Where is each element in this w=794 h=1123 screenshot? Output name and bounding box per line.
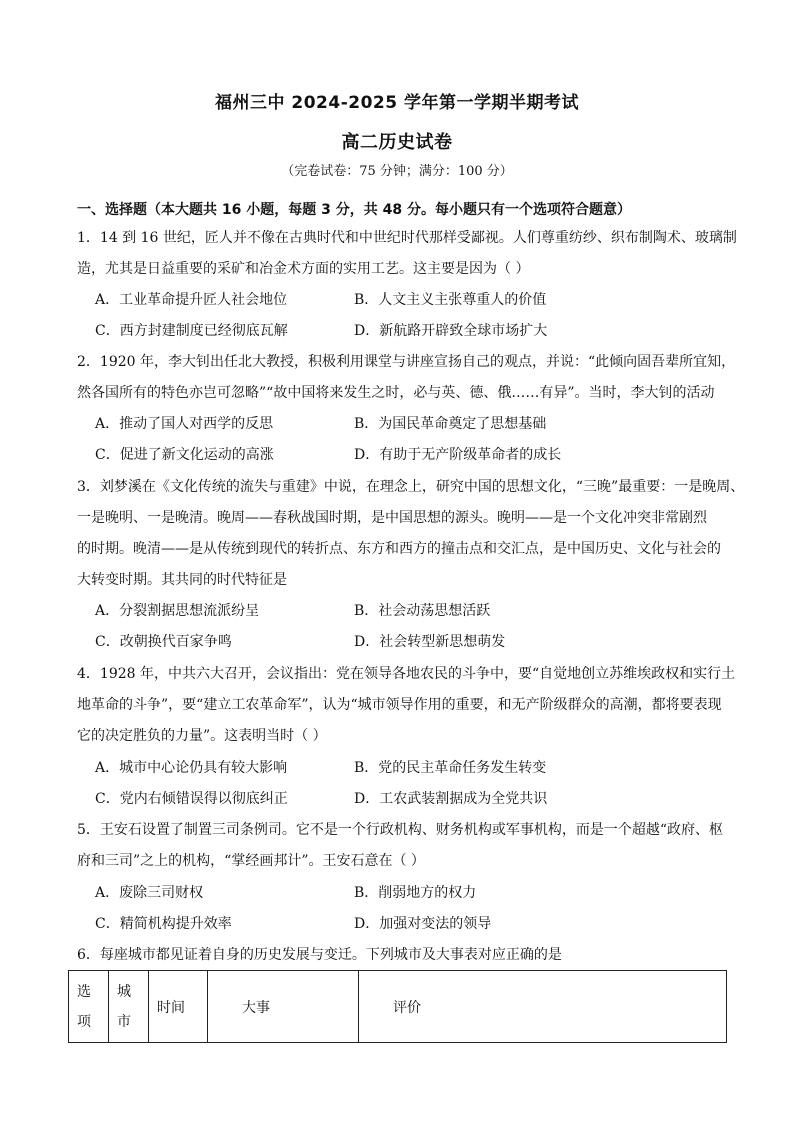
question-5-option-d: D．加强对变法的领导	[354, 916, 492, 932]
table-header-event: 大事	[208, 971, 359, 1043]
question-3-line-1: 3．刘梦溪在《文化传统的流失与重建》中说，在理念上，研究中国的思想文化，“三晚”最重要：一是晚周、	[77, 479, 745, 495]
section-heading: 一、选择题（本大题共 16 小题，每题 3 分，共 48 分。每小题只有一个选项符合题意）	[77, 202, 631, 218]
question-5-line-2: 府和三司”之上的机构，“掌经画邦计”。王安石意在（ ）	[77, 853, 425, 869]
question-1-line-2: 造，尤其是日益重要的采矿和冶金术方面的实用工艺。这主要是因为（ ）	[77, 261, 530, 277]
question-3-line-3: 的时期。晚清——是从传统到现代的转折点、东方和西方的撞击点和交汇点，是中国历史、文化与社会的	[77, 541, 721, 557]
question-3-line-2: 一是晚明、一是晚清。晚周——春秋战国时期，是中国思想的源头。晚明——是一个文化冲突非常剧烈	[77, 510, 707, 526]
table-header-city-line-2: 市	[117, 1013, 131, 1030]
question-3-line-4: 大转变时期。其共同的时代特征是	[77, 572, 287, 588]
question-5-option-a: A．废除三司财权	[95, 885, 204, 901]
question-2-option-c: C．促进了新文化运动的高涨	[95, 447, 274, 463]
table-header-option-line-2: 项	[77, 1013, 91, 1030]
table-header-city	[109, 971, 149, 1043]
question-2-option-a: A．推动了国人对西学的反思	[95, 416, 274, 432]
question-4-line-2: 地革命的斗争”，要“建立工农革命军”，认为“城市领导作用的重要，和无产阶级群众的高潮，都将要表现	[77, 697, 722, 713]
exam-subtitle: 高二历史试卷	[341, 132, 453, 153]
question-5-option-b: B．削弱地方的权力	[354, 885, 477, 901]
question-3-option-d: D．社会转型新思想萌发	[354, 634, 506, 650]
question-5-line-1: 5．王安石设置了制置三司条例司。它不是一个行政机构、财务机构或军事机构，而是一个超越“政府、枢	[77, 822, 724, 838]
question-4-option-a: A．城市中心论仍具有较大影响	[95, 760, 288, 776]
question-6-table	[68, 970, 727, 1043]
question-4-line-1: 4．1928 年，中共六大召开，会议指出：党在领导各地农民的斗争中，要“自觉地创立苏维埃政权和实行土	[77, 666, 736, 682]
question-5-option-c: C．精简机构提升效率	[95, 916, 232, 932]
exam-note: （完卷试卷：75 分钟；满分：100 分）	[281, 164, 513, 179]
question-3-option-c: C．改朝换代百家争鸣	[95, 634, 232, 650]
question-2-option-d: D．有助于无产阶级革命者的成长	[354, 447, 562, 463]
question-4-line-3: 它的决定胜负的力量”。这表明当时（ ）	[77, 728, 327, 744]
table-header-time: 时间	[149, 971, 208, 1043]
table-header-city-line-1: 城	[117, 983, 131, 1000]
table-header-evaluation: 评价	[359, 971, 727, 1043]
question-2-line-1: 2．1920 年，李大钊出任北大教授，积极利用课堂与讲座宣扬自己的观点，并说：“此倾向固吾辈所宜知，	[77, 354, 736, 370]
question-3-option-b: B．社会动荡思想活跃	[354, 603, 491, 619]
question-3-option-a: A．分裂割据思想流派纷呈	[95, 603, 260, 619]
table-header-option	[69, 971, 109, 1043]
question-1-option-a: A．工业革命提升匠人社会地位	[95, 292, 288, 308]
exam-title: 福州三中 2024-2025 学年第一学期半期考试	[214, 93, 580, 113]
question-4-option-c: C．党内右倾错误得以彻底纠正	[95, 791, 288, 807]
table-header-option-line-1: 选	[77, 983, 91, 1000]
question-1-option-c: C．西方封建制度已经彻底瓦解	[95, 323, 288, 339]
question-4-option-b: B．党的民主革命任务发生转变	[354, 760, 547, 776]
question-2-line-2: 然各国所有的特色亦岂可忽略”“故中国将来发生之时，必与英、德、俄……有异”。当时，李大钊的活动	[77, 385, 715, 401]
table-header-row	[69, 971, 727, 1043]
question-2-option-b: B．为国民革命奠定了思想基础	[354, 416, 547, 432]
question-1-option-b: B．人文主义主张尊重人的价值	[354, 292, 547, 308]
question-4-option-d: D．工农武装割据成为全党共识	[354, 791, 548, 807]
question-1-option-d: D．新航路开辟致全球市场扩大	[354, 323, 548, 339]
question-6-line-1: 6．每座城市都见证着自身的历史发展与变迁。下列城市及大事表对应正确的是	[77, 947, 562, 963]
question-1-line-1: 1．14 到 16 世纪，匠人并不像在古典时代和中世纪时代那样受鄙视。人们尊重纺纱、织布制陶术、玻璃制	[77, 230, 737, 246]
